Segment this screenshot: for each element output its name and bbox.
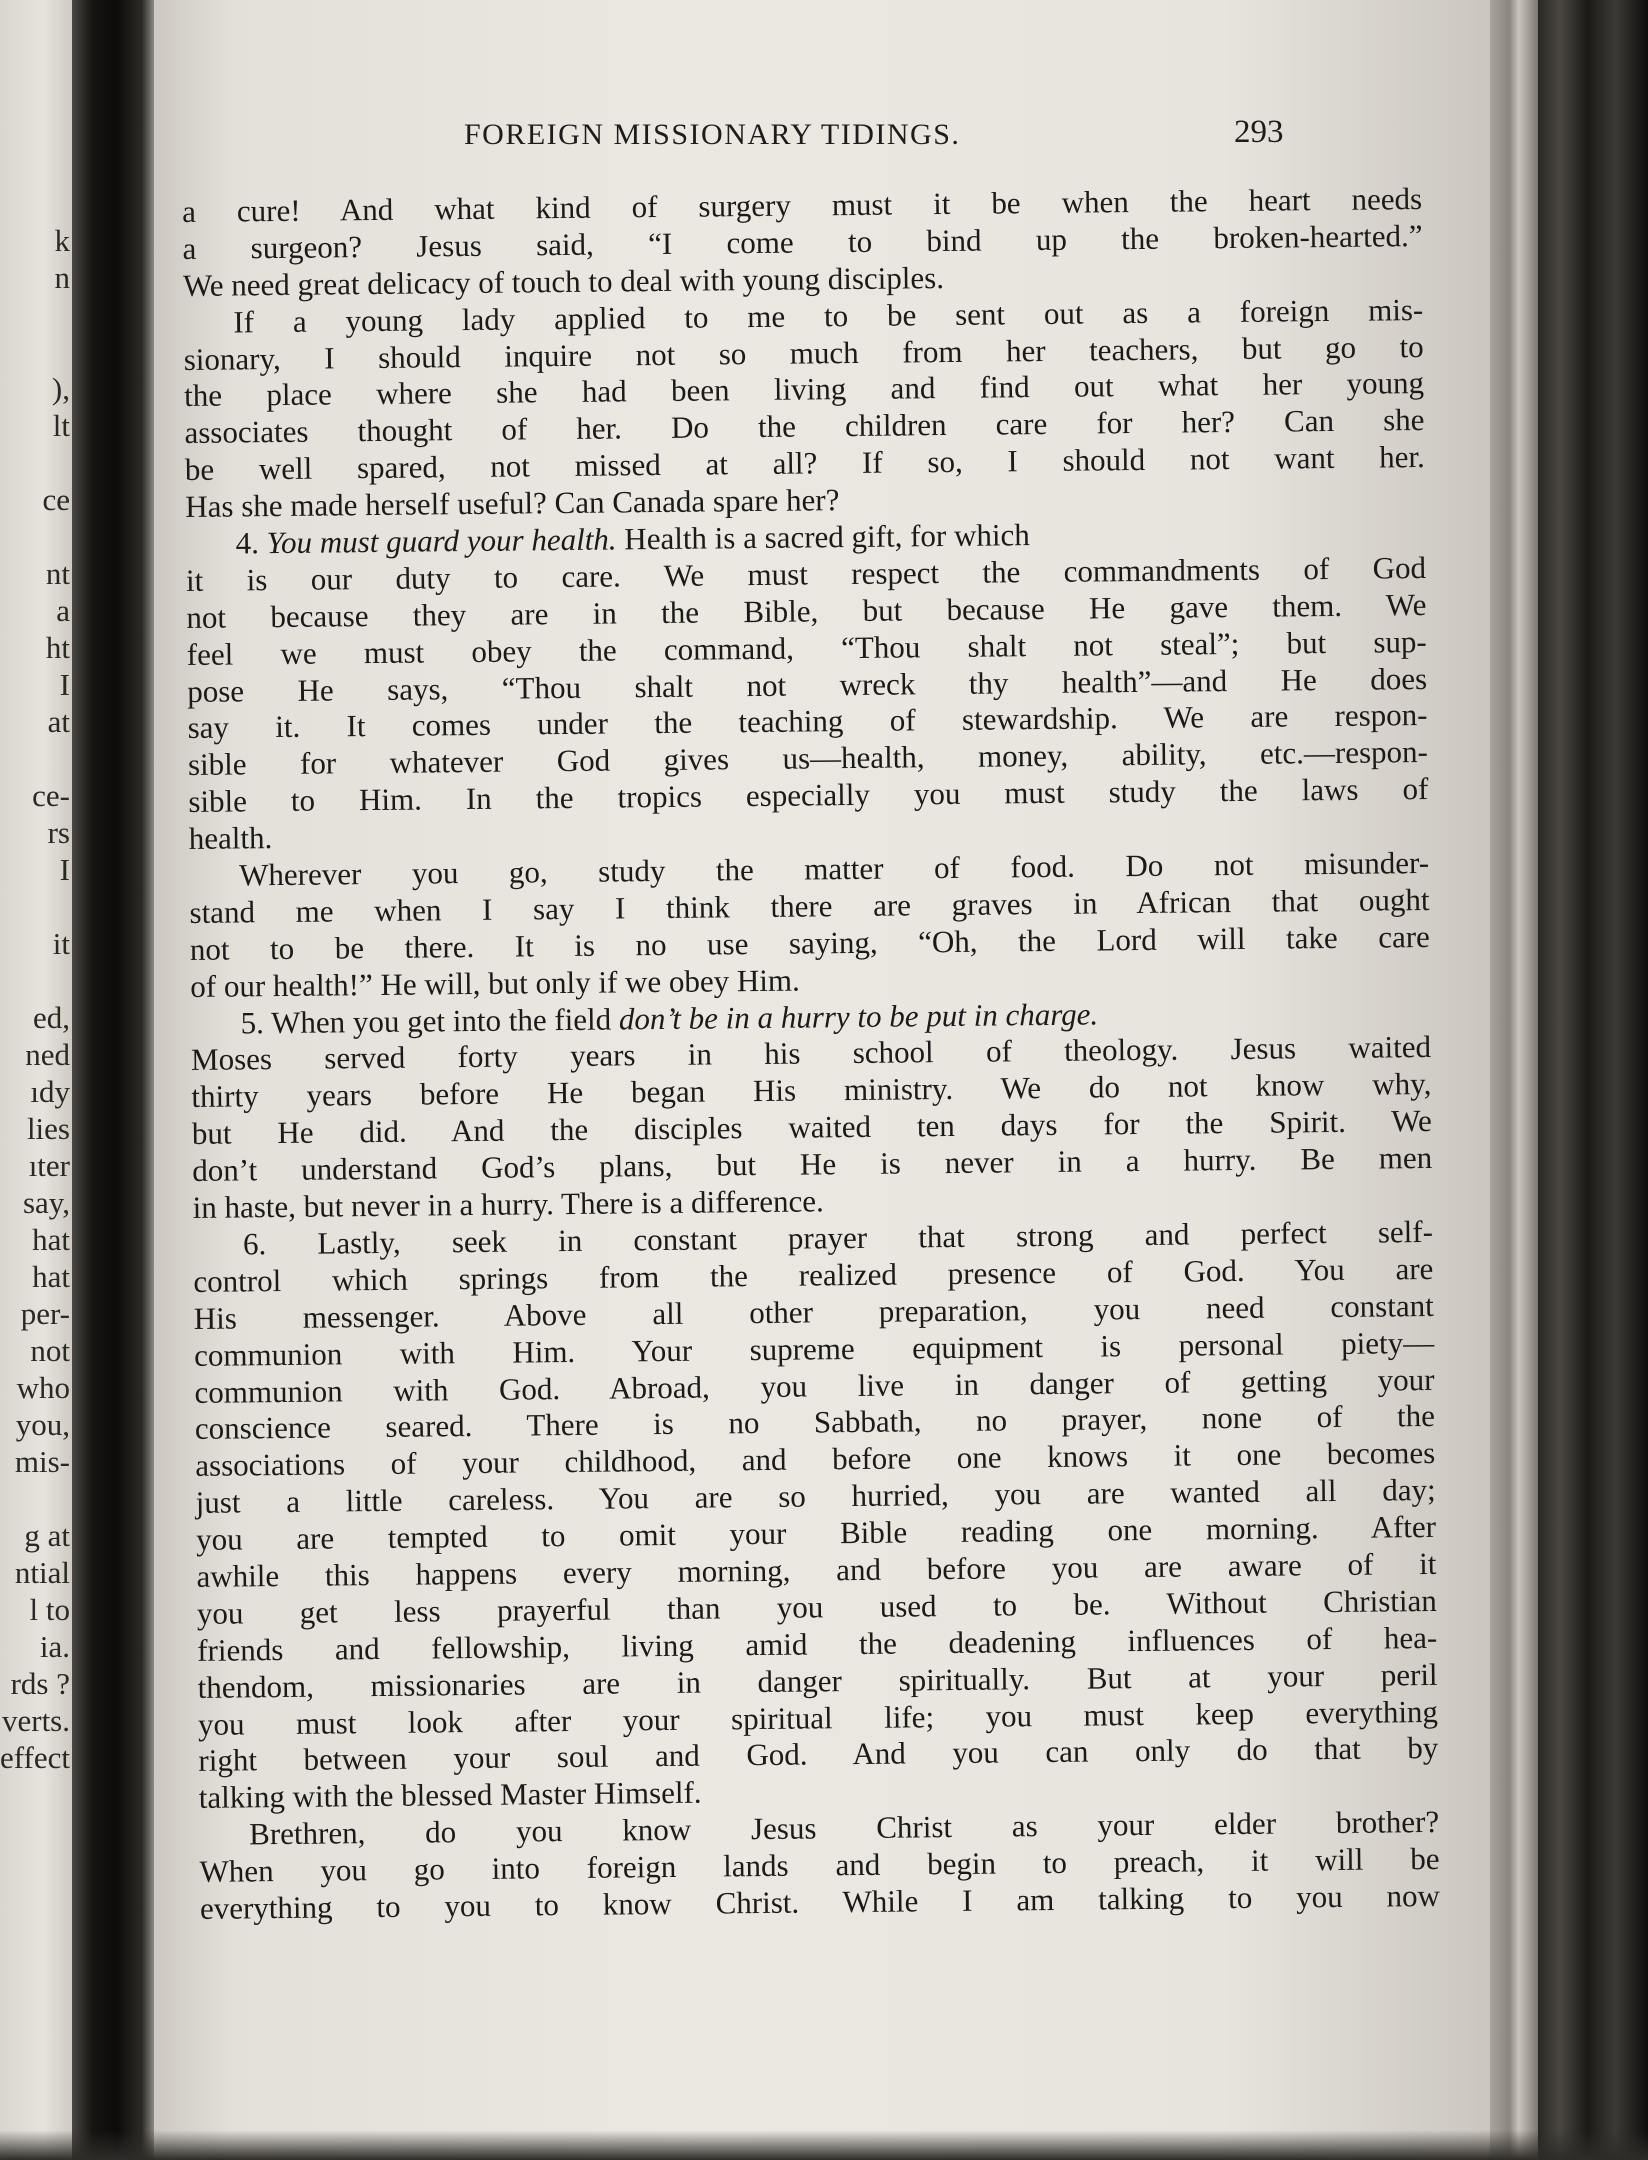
page-edge bbox=[1490, 0, 1538, 2160]
facing-page-line bbox=[0, 74, 70, 111]
text-line: pose He says, “Thou shalt not wreck thy health”—and He does bbox=[187, 660, 1428, 709]
facing-page-line: per- bbox=[20, 1296, 70, 1331]
text-line: sible to Him. In the tropics especially you must study the laws of bbox=[188, 771, 1429, 820]
facing-page-line bbox=[0, 0, 70, 37]
text-line: conscience seared. There is no Sabbath, no prayer, none of the bbox=[194, 1398, 1436, 1447]
text-line: communion with Him. Your supreme equipment is personal piety— bbox=[193, 1324, 1435, 1373]
facing-page-line: I bbox=[59, 852, 70, 887]
text-line: 6. Lastly, seek in constant prayer that strong and perfect self- bbox=[242, 1213, 1434, 1262]
facing-page-text bbox=[0, 0, 70, 1776]
text-line: Wherever you go, study the matter of food. Do not misunder- bbox=[238, 845, 1430, 893]
text-line: thirty years before He began His ministry. We do not know why, bbox=[191, 1066, 1432, 1115]
text-line: If a young lady applied to me to be sent out as a foreign mis- bbox=[233, 291, 1424, 340]
page-number: 293 bbox=[1234, 114, 1284, 150]
text-line: right between your soul and God. And you can only do that by bbox=[198, 1730, 1439, 1779]
facing-page-line: ıdy bbox=[30, 1074, 70, 1109]
text-line: it is our duty to care. We must respect the commandments of God bbox=[185, 549, 1427, 598]
facing-page-line bbox=[0, 148, 70, 185]
book-page bbox=[154, 0, 1490, 2160]
text-line: talking with the blessed Master Himself. bbox=[198, 1774, 702, 1816]
facing-page-line: n bbox=[54, 260, 70, 295]
text-line: Moses served forty years in his school of theology. Jesus waited bbox=[190, 1029, 1432, 1078]
text-run: Health is a sacred gift, for which bbox=[624, 517, 1030, 557]
item-heading: don’t be in a hurry to be put in charge. bbox=[618, 996, 1099, 1037]
facing-page-line: verts. bbox=[1, 1703, 70, 1738]
text-line: you are tempted to omit your Bible reading one morning. After bbox=[195, 1509, 1437, 1557]
facing-page-line: rds ? bbox=[10, 1666, 70, 1701]
facing-page-line: nt bbox=[45, 556, 70, 591]
text-line: just a little careless. You are so hurried, you are wanted all day; bbox=[195, 1472, 1436, 1521]
text-line: We need great delicacy of touch to deal with young disciples. bbox=[182, 259, 945, 303]
facing-page-line: ce- bbox=[32, 778, 70, 813]
facing-page-line bbox=[0, 37, 70, 74]
facing-page-line: ), bbox=[51, 371, 70, 406]
facing-page-line: ned bbox=[25, 1037, 70, 1072]
facing-page-fragment bbox=[0, 0, 72, 2160]
text-line: sible for whatever God gives us—health, money, ability, etc.—respon- bbox=[187, 734, 1429, 783]
facing-page-line: rs bbox=[47, 815, 70, 850]
facing-page-line bbox=[0, 444, 70, 481]
facing-page-line: at bbox=[47, 704, 70, 739]
text-run: 5. When you get into the field bbox=[240, 1001, 620, 1041]
text-line: health. bbox=[188, 820, 273, 857]
text-line: friends and fellowship, living amid the deadening influences of hea- bbox=[197, 1619, 1438, 1668]
text-line: a surgeon? Jesus said, “I come to bind up the broken-hearted.” bbox=[182, 217, 1423, 266]
facing-page-line bbox=[0, 185, 70, 222]
text-line: control which springs from the realized presence of God. You are bbox=[193, 1250, 1434, 1299]
facing-page-line: ıter bbox=[28, 1148, 70, 1183]
text-line: Brethren, do you know Jesus Christ as your elder brother? bbox=[248, 1804, 1440, 1852]
item-number: 4. bbox=[235, 525, 267, 561]
text-line: don’t understand God’s plans, but He is never in a hurry. Be men bbox=[192, 1140, 1433, 1189]
text-line: His messenger. Above all other preparation, you need constant bbox=[193, 1287, 1434, 1336]
facing-page-line: l to bbox=[29, 1592, 70, 1627]
text-line: in haste, but never in a hurry. There is a difference. bbox=[192, 1183, 824, 1225]
facing-page-line: hat bbox=[32, 1222, 70, 1257]
facing-page-line: it bbox=[52, 926, 70, 961]
facing-page-line: effect bbox=[0, 1740, 70, 1775]
text-line: stand me when I say I think there are graves in African that ought bbox=[189, 881, 1430, 930]
text-line: you get less prayerful than you used to be. Without Christian bbox=[196, 1582, 1437, 1631]
text-line: communion with God. Abroad, you live in danger of getting your bbox=[194, 1361, 1435, 1410]
facing-page-line: lt bbox=[52, 408, 70, 443]
bottom-shadow bbox=[0, 2130, 1648, 2160]
facing-page-line bbox=[0, 296, 70, 333]
text-line: of our health!” He will, but only if we obey Him. bbox=[190, 962, 800, 1004]
facing-page-line: ia. bbox=[39, 1629, 70, 1664]
text-line: the place where she had been living and find out what her young bbox=[183, 365, 1425, 414]
text-line: say it. It comes under the teaching of stewardship. We are respon- bbox=[187, 697, 1428, 746]
running-title: FOREIGN MISSIONARY TIDINGS. bbox=[464, 118, 961, 151]
facing-page-line: you, bbox=[15, 1407, 70, 1442]
facing-page-line: mis- bbox=[14, 1444, 70, 1479]
book-gutter bbox=[72, 0, 154, 2160]
facing-page-line: who bbox=[16, 1370, 70, 1405]
text-line: associations of your childhood, and before one knows it one becomes bbox=[195, 1435, 1436, 1484]
book-binding bbox=[1538, 0, 1648, 2160]
facing-page-line: I bbox=[59, 667, 70, 702]
text-line: Has she made herself useful? Can Canada spare her? bbox=[185, 482, 840, 525]
item-heading: You must guard your health. bbox=[266, 521, 617, 561]
text-line: awhile this happens every morning, and before you are aware of it bbox=[196, 1545, 1437, 1594]
facing-page-line bbox=[0, 740, 70, 777]
text-line: a cure! And what kind of surgery must it be when the heart needs bbox=[182, 181, 1423, 229]
facing-page-line: say, bbox=[22, 1185, 70, 1220]
text-line: thendom, missionaries are in danger spiritually. But at your peril bbox=[197, 1656, 1438, 1705]
facing-page-line: g at bbox=[24, 1518, 70, 1553]
facing-page-line: ntial bbox=[14, 1555, 70, 1590]
facing-page-line bbox=[0, 1480, 70, 1517]
page-body bbox=[182, 181, 1440, 1928]
facing-page-line: not bbox=[30, 1333, 70, 1368]
facing-page-line: ed, bbox=[32, 1000, 70, 1035]
facing-page-line: ht bbox=[45, 630, 70, 665]
text-line: but He did. And the disciples waited ten days for the Spirit. We bbox=[191, 1103, 1432, 1152]
text-line: sionary, I should inquire not so much from her teachers, but go to bbox=[183, 328, 1424, 377]
facing-page-line: k bbox=[54, 223, 70, 258]
text-line: When you go into foreign lands and begin to preach, it will be bbox=[199, 1841, 1440, 1889]
facing-page-line: hat bbox=[32, 1259, 70, 1294]
facing-page-line: a bbox=[56, 593, 70, 628]
facing-page-line bbox=[0, 333, 70, 370]
text-line: not because they are in the Bible, but because He gave them. We bbox=[186, 586, 1427, 635]
facing-page-line bbox=[0, 111, 70, 148]
facing-page-line: lies bbox=[26, 1111, 70, 1146]
page-header bbox=[464, 114, 1364, 168]
text-line: be well spared, not missed at all? If so, I should not want her. bbox=[184, 439, 1426, 488]
text-line: feel we must obey the command, “Thou shalt not steal”; but sup- bbox=[186, 623, 1427, 672]
facing-page-line bbox=[0, 518, 70, 555]
facing-page-line bbox=[0, 888, 70, 925]
text-line: not to be there. It is no use saying, “Oh, the Lord will take care bbox=[189, 918, 1431, 967]
text-line: you must look after your spiritual life; you must keep everything bbox=[197, 1693, 1439, 1742]
facing-page-line bbox=[0, 962, 70, 999]
text-line: everything to you to know Christ. While I am talking to you now bbox=[199, 1877, 1441, 1926]
text-line: associates thought of her. Do the children care for her? Can she bbox=[184, 402, 1425, 451]
facing-page-line: ce bbox=[42, 482, 70, 517]
